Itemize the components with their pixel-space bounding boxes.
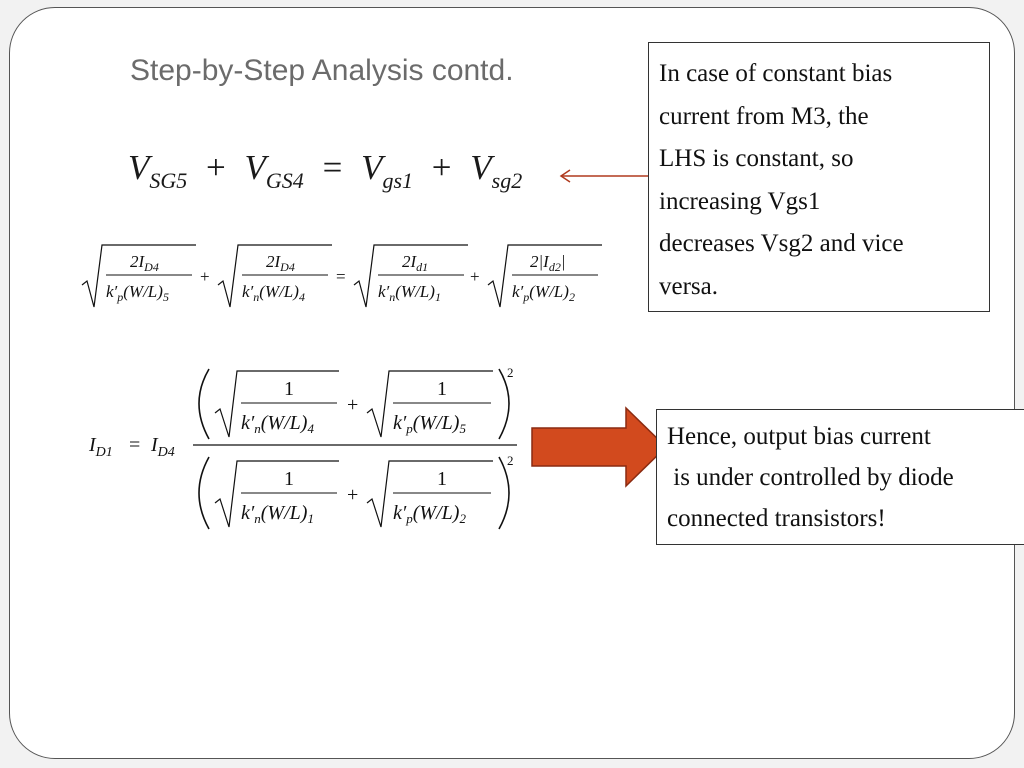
svg-text:+: + [347,394,359,416]
svg-text:k′n(W/L)1: $k'_n(W/L)_1$ [378,282,441,304]
slide-title: Step-by-Step Analysis contd. [130,54,514,87]
sqrt-term-1 [82,245,196,307]
svg-text:k′p(W/L)2: $k'_p(W/L)_2$ [512,282,575,304]
pointer-arrow-icon [558,169,658,183]
svg-text:2: 2 [507,453,514,468]
note-line: Hence, output bias current [667,423,931,450]
equation-id1-ratio [85,353,535,543]
sqrt-term-3 [354,245,468,307]
svg-text:=: = [336,267,346,286]
svg-text:2Id1: $2I_{d1}$ [402,252,429,274]
note-line: current from M3, the [659,102,869,130]
svg-text:2ID4: $2I_{D4}$ [130,252,159,274]
svg-text:1: 1 [284,468,294,490]
svg-text:+: + [470,267,480,286]
note-line: In case of constant bias [659,60,893,87]
note-conclusion [656,409,1024,545]
equation-sqrt-sum [78,237,608,317]
note-line: connected transistors! [667,505,886,532]
svg-text:1: 1 [437,378,447,400]
sqrt-term-4 [488,245,602,307]
equation-vsg-sum: $V_{SG5} + V_{GS4} = V_{gs1} + V_{sg2}$ [128,148,523,193]
svg-text:k′n(W/L)4: $k'_n(W/L)_4$ [242,282,305,304]
note-line: increasing Vgs1 [659,187,821,215]
svg-text:k′n(W/L)1: $k'_n(W/L)_1$ [241,502,314,526]
svg-text:ID4: $I_{D4}$ [151,434,175,460]
svg-text:1: 1 [437,468,447,490]
svg-text:k′p(W/L)5: $k'_p(W/L)_5$ [393,412,466,436]
sqrt-term-2 [218,245,332,307]
svg-text:k′p(W/L)5: $k'_p(W/L)_5$ [106,282,169,304]
svg-text:k′p(W/L)2: $k'_p(W/L)_2$ [393,502,466,526]
svg-text:1: 1 [284,378,294,400]
svg-text:2: 2 [507,365,514,380]
note-line: is under controlled by diode [667,464,954,491]
block-arrow-right-icon [530,406,670,488]
svg-text:ID1: $I_{D1}$ [89,434,113,460]
svg-text:+: + [200,267,210,286]
note-line: versa. [659,272,718,300]
note-line: decreases Vsg2 and vice [659,230,904,257]
svg-text:2|Id2|: $2|I_{d2}|$ [530,252,566,274]
svg-text:+: + [347,484,359,506]
ratio-denominator [199,453,514,529]
svg-text:=: = [129,434,141,456]
svg-text:2ID4: $2I_{D4}$ [266,252,295,274]
ratio-numerator [199,365,514,439]
note-line: LHS is constant, so [659,145,854,172]
svg-text:k′n(W/L)4: $k'_n(W/L)_4$ [241,412,314,436]
note-constant-bias [648,42,990,312]
